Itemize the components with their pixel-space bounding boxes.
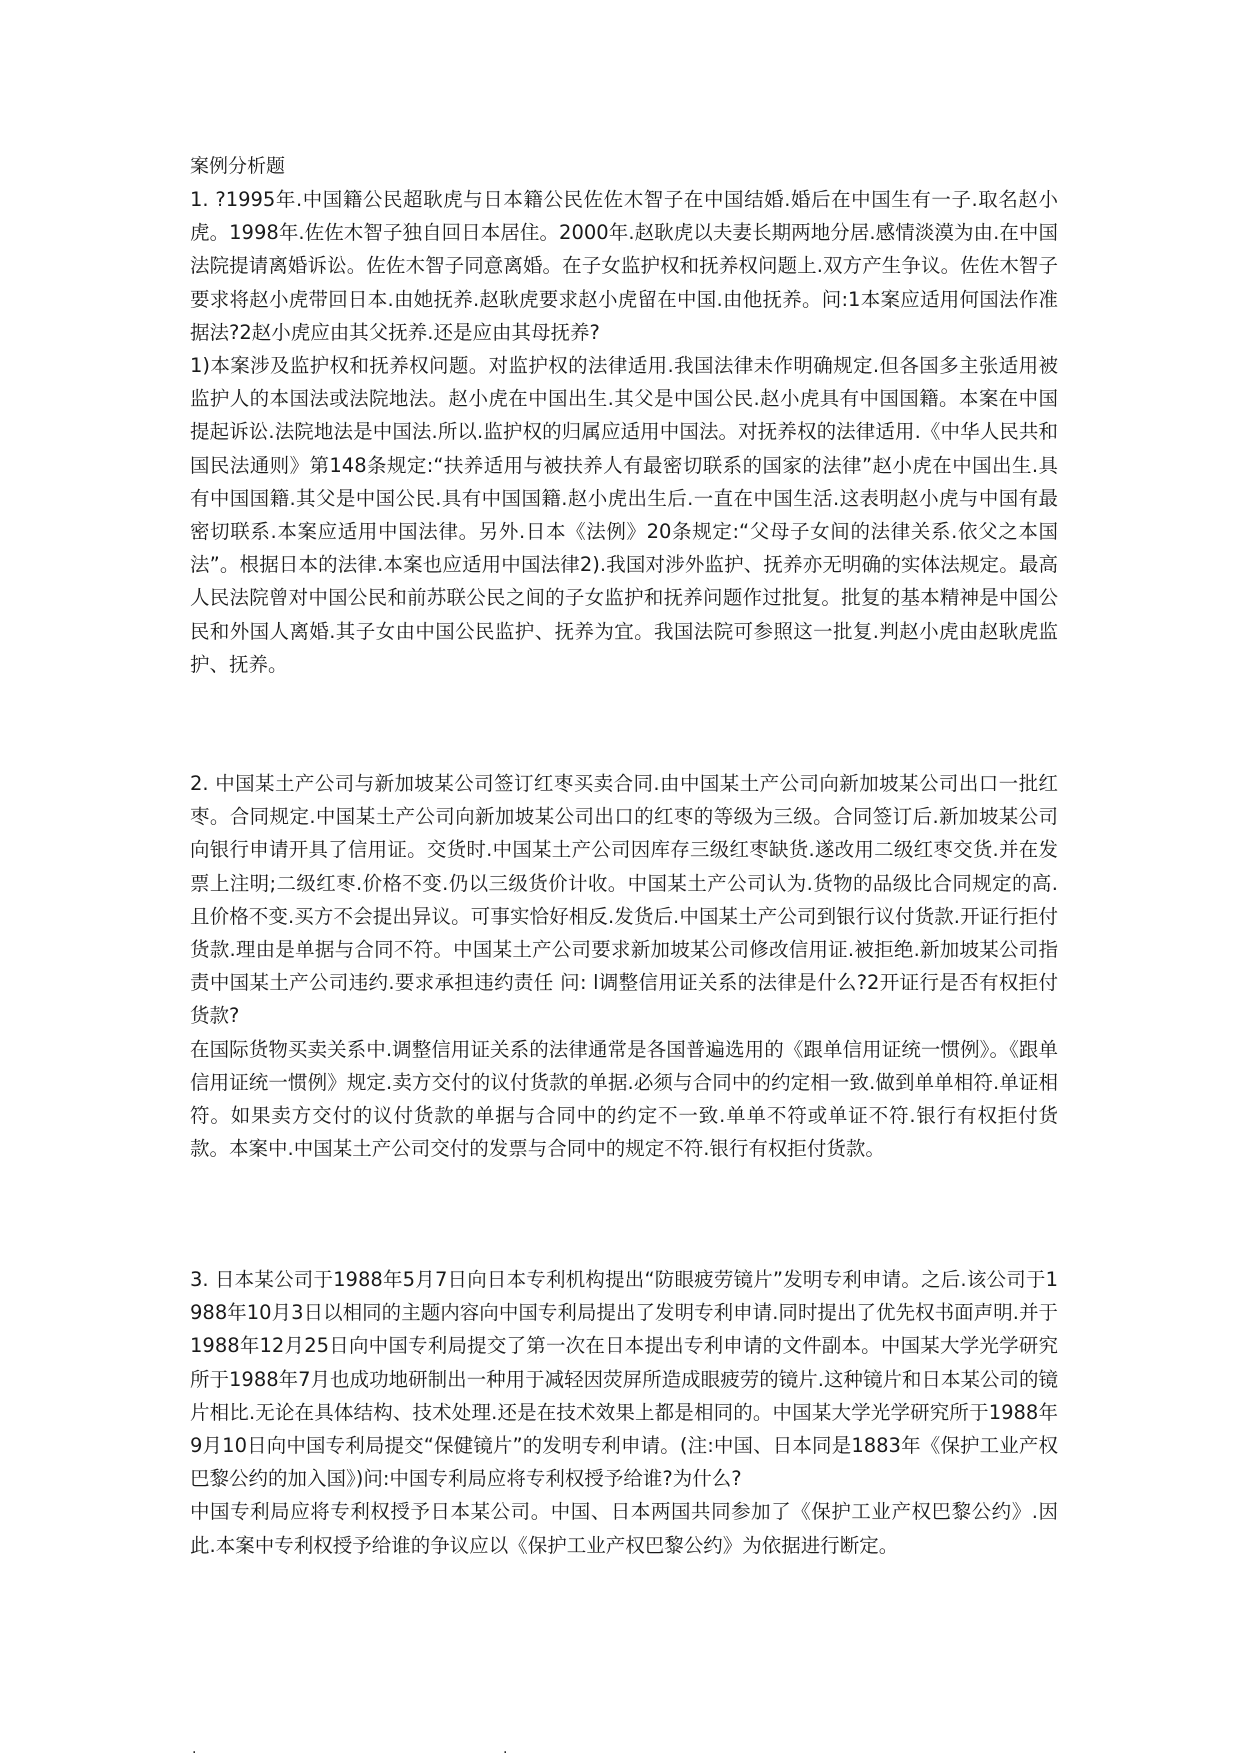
case-3: [190, 1263, 1058, 1562]
case-1: [190, 183, 1058, 681]
footer-mark-right: .: [503, 1741, 508, 1757]
case-2-answer: 在国际货物买卖关系中.调整信用证关系的法律通常是各国普遍选用的《跟单信用证统一惯例》。《跟单信用证统一惯例》规定.卖方交付的议付货款的单据.必须与合同中的约定相一致.做到单单相符.单证相符。如果卖方交付的议付货款的单据与合同中的约定不一致.单单不符或单证不符.银行有权拒付货款。本案中.中国某土产公司交付的发票与合同中的规定不符.银行有权拒付货款。: [190, 1037, 1058, 1161]
case-2-question: 2. 中国某土产公司与新加坡某公司签订红枣买卖合同.由中国某土产公司向新加坡某公司出口一批红枣。合同规定.中国某土产公司向新加坡某公司出口的红枣的等级为三级。合同签订后.新加坡某公司向银行申请开具了信用证。交货时.中国某土产公司因库存三级红枣缺货.遂改用二级红枣交货.并在发票上注明;二级红枣.价格不变.仍以三级货价计收。中国某土产公司认为.货物的品级比合同规定的高.且价格不变.买方不会提出异议。可事实恰好相反.发货后.中国某土产公司到银行议付货款.开证行拒付货款.理由是单据与合同不符。中国某土产公司要求新加坡某公司修改信用证.被拒绝.新加坡某公司指责中国某土产公司违约.要求承担违约责任 问: l调整信用证关系的法律是什么?2开证行是否有权拒付货款?: [190, 772, 1058, 1028]
case-2: [190, 767, 1058, 1165]
document-page: [190, 150, 1058, 1757]
page-footer: [190, 1742, 1058, 1762]
case-1-answer: 1)本案涉及监护权和抚养权问题。对监护权的法律适用.我国法律未作明确规定.但各国多主张适用被监护人的本国法或法院地法。赵小虎在中国出生.其父是中国公民.赵小虎具有中国国籍。本案在中国提起诉讼.法院地法是中国法.所以.监护权的归属应适用中国法。对抚养权的法律适用.《中华人民共和国民法通则》第148条规定:“扶养适用与被扶养人有最密切联系的国家的法律”赵小虎在中国出生.具有中国国籍.其父是中国公民.具有中国国籍.赵小虎出生后.一直在中国生活.这表明赵小虎与中国有最密切联系.本案应适用中国法律。另外.日本《法例》20条规定:“父母子女间的法律关系.依父之本国法”。根据日本的法律.本案也应适用中国法律2).我国对涉外监护、抚养亦无明确的实体法规定。最高人民法院曾对中国公民和前苏联公民之间的子女监护和抚养问题作过批复。批复的基本精神是中国公民和外国人离婚.其子女由中国公民监护、抚养为宜。我国法院可参照这一批复.判赵小虎由赵耿虎监护、抚养。: [190, 354, 1058, 676]
case-3-question: 3. 日本某公司于1988年5月7日向日本专利机构提出“防眼疲劳镜片”发明专利申请。之后.该公司于1988年10月3日以相同的主题内容向中国专利局提出了发明专利申请.同时提出了优先权书面声明.并于1988年12月25日向中国专利局提交了第一次在日本提出专利申请的文件副本。中国某大学光学研究所于1988年7月也成功地研制出一种用于减轻因荧屏所造成眼疲劳的镜片.这种镜片和日本某公司的镜片相比.无论在具体结构、技术处理.还是在技术效果上都是相同的。中国某大学光学研究所于1988年9月10日向中国专利局提交“保健镜片”的发明专利申请。(注:中国、日本同是1883年《保护工业产权巴黎公约的加入国》)问:中国专利局应将专利权授予给谁?为什么?: [190, 1268, 1058, 1491]
case-1-question: 1. ?1995年.中国籍公民超耿虎与日本籍公民佐佐木智子在中国结婚.婚后在中国生有一子.取名赵小虎。1998年.佐佐木智子独自回日本居住。2000年.赵耿虎以夫妻长期两地分居.感情淡漠为由.在中国法院提请离婚诉讼。佐佐木智子同意离婚。在子女监护权和抚养权问题上.双方产生争议。佐佐木智子要求将赵小虎带回日本.由她抚养.赵耿虎要求赵小虎留在中国.由他抚养。问:1本案应适用何国法作准据法?2赵小虎应由其父抚养.还是应由其母抚养?: [190, 188, 1058, 344]
document-heading: 案例分析题: [190, 155, 286, 177]
footer-mark-left: .: [192, 1741, 197, 1757]
case-3-answer: 中国专利局应将专利权授予日本某公司。中国、日本两国共同参加了《保护工业产权巴黎公约》.因此.本案中专利权授予给谁的争议应以《保护工业产权巴黎公约》为依据进行断定。: [190, 1500, 1058, 1557]
